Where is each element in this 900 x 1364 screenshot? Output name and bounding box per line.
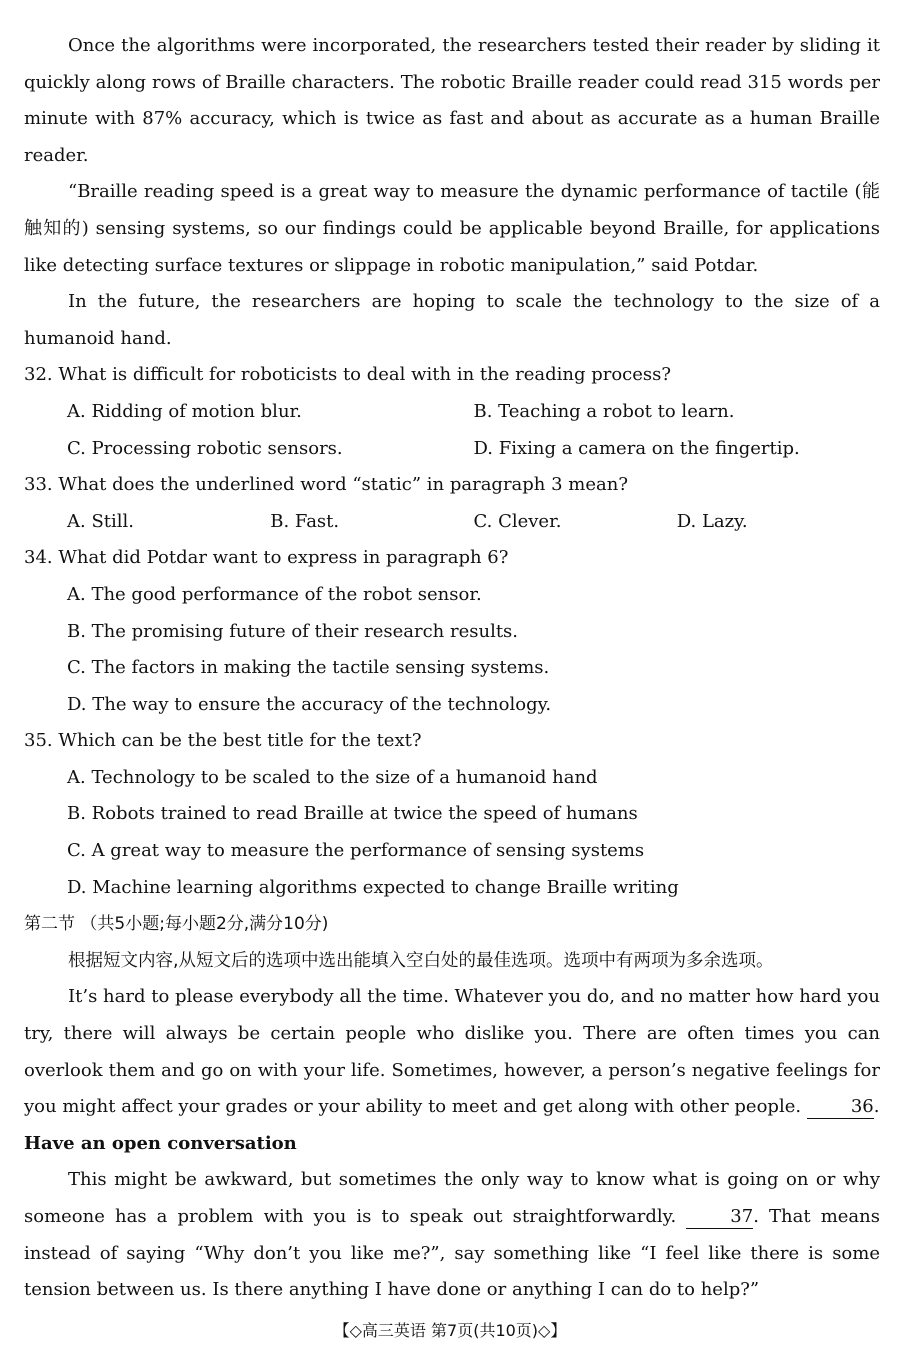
- question-34: [24, 540, 880, 723]
- question-33: [24, 467, 880, 540]
- option-c: C. A great way to measure the performance of sensing systems: [67, 840, 645, 862]
- blank-36: 36: [807, 1096, 874, 1119]
- option-b: B. The promising future of their research results.: [67, 620, 519, 642]
- question-stem: 34. What did Potdar want to express in paragraph 6?: [24, 547, 509, 569]
- option-a: A. The good performance of the robot sensor.: [67, 583, 482, 605]
- question-stem: 32. What is difficult for roboticists to deal with in the reading process?: [24, 364, 672, 386]
- option-b: B. Teaching a robot to learn.: [473, 400, 735, 422]
- options-row: [24, 431, 880, 468]
- option-b: B. Fast.: [270, 510, 340, 532]
- question-35: [24, 723, 880, 906]
- option-c: C. Clever.: [473, 510, 562, 532]
- paragraph-future: In the future, the researchers are hoping to scale the technology to the size of a humanoid hand.: [24, 291, 880, 349]
- option-a: A. Still.: [67, 510, 134, 532]
- option-c: C. Processing robotic sensors.: [67, 437, 343, 459]
- passage-text: It’s hard to please everybody all the time. Whatever you do, and no matter how hard you try, there will always be certain people who dislike you. There are often times you can overlook them and go on with your life. Sometimes, however, a person’s negative feelings for you might affect your grades or your ability to meet and get along with other people.: [24, 986, 880, 1118]
- option-d: D. The way to ensure the accuracy of the technology.: [67, 693, 552, 715]
- option-b: B. Robots trained to read Braille at twice the speed of humans: [67, 803, 638, 825]
- passage-heading: Have an open conversation: [24, 1132, 297, 1154]
- paragraph-braille-speed: Once the algorithms were incorporated, the researchers tested their reader by sliding it quickly along rows of Braille characters. The robotic Braille reader could read 315 words per minute with 87% accuracy, which is twice as fast and about as accurate as a human Braille reader.: [24, 35, 880, 166]
- passage-paragraph-1: [24, 979, 880, 1125]
- options-row: [24, 394, 880, 431]
- option-d: D. Lazy.: [676, 510, 748, 532]
- option-a: A. Technology to be scaled to the size of a humanoid hand: [67, 766, 598, 788]
- option-c: C. The factors in making the tactile sensing systems.: [67, 657, 550, 679]
- option-a: A. Ridding of motion blur.: [67, 400, 302, 422]
- question-stem: 35. Which can be the best title for the text?: [24, 730, 422, 752]
- exam-page: [24, 28, 880, 1309]
- paragraph-potdar-quote: “Braille reading speed is a great way to measure the dynamic performance of tactile (能触知的) sensing systems, so our findings could be applicable beyond Braille, for applications like detecting surface textures or slippage in robotic manipulation,” said Potdar.: [24, 181, 880, 276]
- passage-paragraph-2: [24, 1162, 880, 1308]
- passage-text: . That means instead of saying “Why don’t you like me?”, say something like “I feel like there is some tension between us. Is there anything I have done or anything I can do to help?”: [24, 1206, 880, 1301]
- passage-text: .: [873, 1096, 880, 1118]
- section-instructions: 根据短文内容,从短文后的选项中选出能填入空白处的最佳选项。选项中有两项为多余选项。: [68, 950, 774, 971]
- options-row: [24, 504, 880, 541]
- page-footer: 【◇高三英语 第7页(共10页)◇】: [333, 1321, 567, 1340]
- question-stem: 33. What does the underlined word “static” in paragraph 3 mean?: [24, 474, 628, 496]
- section-title: 第二节 （共5小题;每小题2分,满分10分): [24, 914, 329, 935]
- question-32: [24, 357, 880, 467]
- option-d: D. Machine learning algorithms expected to change Braille writing: [67, 876, 679, 898]
- option-d: D. Fixing a camera on the fingertip.: [473, 437, 800, 459]
- passage-text: This might be awkward, but sometimes the only way to know what is going on or why someone has a problem with you is to speak out straightforwardly.: [24, 1169, 880, 1227]
- blank-37: 37: [686, 1206, 753, 1229]
